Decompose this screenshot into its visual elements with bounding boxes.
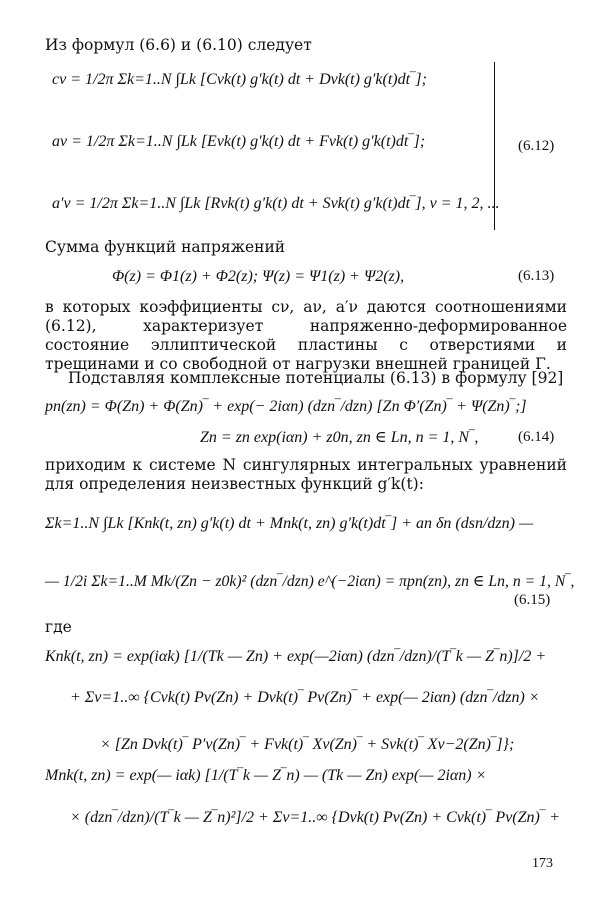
system-brace <box>490 62 495 230</box>
equation-text: Knk(t, zn) = exp(iαk) [1/(Tk — Zn) + exp(—2iαn) (dzn‾/dzn)/(T‾k — Z‾n)]/2 + <box>45 648 547 665</box>
equation-text: × [Zn Dνk(t)‾ P′ν(Zn)‾ + Fνk(t)‾ Xν(Zn)‾ + Sνk(t)‾ Xν−2(Zn)‾]}; <box>100 736 515 753</box>
page-number: 173 <box>532 856 553 871</box>
equation-number-6-14: (6.14) <box>518 429 555 445</box>
equation-text: + Σν=1..∞ {Cνk(t) Pν(Zn) + Dνk(t)‾ Pν(Zn)‾ + exp(— 2iαn) (dzn‾/dzn) × <box>70 689 540 706</box>
equation-m-line-1 <box>45 766 486 786</box>
equation-pn <box>45 397 527 417</box>
equation-text: a′ν = 1/2π Σk=1..N ∫Lk [Rνk(t) g′k(t) dt + Sνk(t) g′k(t)dt‾], ν = 1, 2, ... <box>52 195 500 212</box>
equation-text: aν = 1/2π Σk=1..N ∫Lk [Eνk(t) g′k(t) dt + Fνk(t) g′k(t)dt‾]; <box>52 133 426 150</box>
equation-k-line-3 <box>100 735 514 755</box>
equation-text: — 1/2i Σk=1..M Mk/(Zn − z0k)² (dzn‾/dzn) e^(−2iαn) = πpn(zn), zn ∈ Ln, n = 1, N‾, <box>45 573 575 590</box>
where-label: где <box>45 618 72 636</box>
equation-number-6-12: (6.12) <box>518 138 555 154</box>
equation-number-6-15: (6.15) <box>514 592 551 608</box>
equation-c-nu <box>52 70 427 90</box>
paragraph-coefficients: в которых коэффициенты cν, aν, a′ν даются соотношениями (6.12), характеризует напряженно-деформированное состояние эллиптической пластины с отверстиями и трещинами и со свободной от нагрузки внешней границей Γ. <box>45 298 567 373</box>
equation-text: pn(zn) = Φ(Zn) + Φ(Zn)‾ + exp(− 2iαn) (dzn‾/dzn) [Zn Φ′(Zn)‾ + Ψ(Zn)‾;] <box>45 398 527 415</box>
paragraph-system: приходим к системе N сингулярных интегральных уравнений для определения неизвестных функций g′k(t): <box>45 456 567 493</box>
equation-text: cν = 1/2π Σk=1..N ∫Lk [Cνk(t) g′k(t) dt + Dνk(t) g′k(t)dt‾]; <box>52 71 427 88</box>
equation-m-line-2 <box>70 808 560 828</box>
sum-intro-line: Сумма функций напряжений <box>45 238 286 256</box>
equation-text: Φ(z) = Φ1(z) + Φ2(z); Ψ(z) = Ψ1(z) + Ψ2(z), <box>112 268 405 285</box>
equation-text: Zn = zn exp(iαn) + z0n, zn ∈ Ln, n = 1, N‾, <box>200 429 479 446</box>
equation-zn <box>200 428 478 448</box>
equation-number-6-13: (6.13) <box>518 268 555 284</box>
equation-a-nu <box>52 132 425 152</box>
equation-text: Σk=1..N ∫Lk [Knk(t, zn) g′k(t) dt + Mnk(t, zn) g′k(t)dt‾] + an δn (dsn/dzn) — <box>45 515 534 532</box>
paragraph-substitution: Подставляя комплексные потенциалы (6.13) в формулу [92] <box>68 369 564 387</box>
equation-system-line-1 <box>45 514 533 534</box>
intro-line: Из формул (6.6) и (6.10) следует <box>45 36 312 54</box>
equation-phi-psi <box>112 267 404 287</box>
equation-a-prime-nu <box>52 194 499 214</box>
equation-k-line-2 <box>70 688 540 708</box>
equation-text: Mnk(t, zn) = exp(— iαk) [1/(T‾k — Z‾n) — (Tk — Zn) exp(— 2iαn) × <box>45 767 487 784</box>
equation-system-line-2 <box>45 572 574 592</box>
equation-k-line-1 <box>45 647 546 667</box>
equation-text: × (dzn‾/dzn)/(T‾k — Z‾n)²]/2 + Σν=1..∞ {Dνk(t) Pν(Zn) + Cνk(t)‾ Pν(Zn)‾ + <box>70 809 560 826</box>
